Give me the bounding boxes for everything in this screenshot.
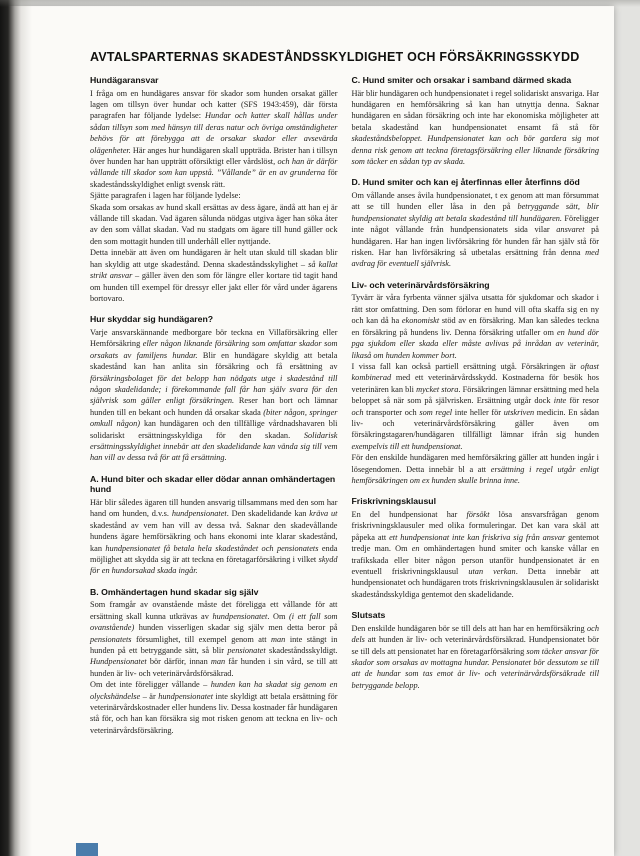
text-run: lösa ansvarsfrågan genom friskrivningsklausuler med olika formuleringar. Det kan vara skäl att påpeka att <box>351 509 599 542</box>
text-run: – gäller även den som för längre eller kortare tid tagit hand om hunden till exempel för dressyr eller jakt eller för vård under ägarens bortovaro. <box>90 271 338 303</box>
text-run: Om det inte föreligger vållande – <box>90 680 211 690</box>
text-run: bör därför, innan <box>146 657 211 667</box>
text-run: Föreligger inte något vållande från hundpensionatets sida vilar <box>351 213 599 235</box>
page-corner-marker <box>76 843 98 856</box>
section-heading: Hur skyddar sig hundägaren? <box>90 314 214 325</box>
text-run: Sjätte paragrafen i lagen har följande lydelse: <box>90 191 241 201</box>
paragraph <box>352 88 600 168</box>
text-run: som regel <box>419 407 453 417</box>
text-run: Varje ansvarskännande medborgare bör teckna en Villaförsäkring eller Hemförsäkring <box>90 327 338 349</box>
text-run: inte stängt in hunden på ett betryggande sätt, så blir <box>90 634 338 656</box>
text-run: transporter och <box>363 407 420 417</box>
text-run: exempelvis till ett hundpensionat. <box>351 441 463 451</box>
text-run: försökt <box>466 509 490 519</box>
text-run: man <box>210 657 226 667</box>
paragraph <box>90 190 338 201</box>
paragraph <box>352 292 600 360</box>
text-run: och <box>351 407 364 417</box>
text-run: Om vållande anses åvila hundpensionatet, t ex genom att man försummat att se till hunden eller låsa in den på <box>351 191 599 212</box>
text-run: För den enskilde hundägaren med hemförsäkring gäller att hunden ingår i lösegendomen. Detta innebär bl a att <box>351 453 599 474</box>
text-run: gentemot tredje man. Om <box>351 532 599 554</box>
document-section <box>352 610 600 691</box>
text-run: omhändertagen hund smiter och kanske vållar en trafikskada eller biter någon person utanför hundpensionatet är en eventuell friskrivningsklausul <box>351 544 599 576</box>
section-heading: Friskrivningsklausul <box>351 496 436 507</box>
text-run: eller någon liknande försäkring som omfattar skador som orsakats av familjens hundar. <box>90 339 338 360</box>
text-run: så kallat strikt ansvar <box>90 259 338 281</box>
text-run: I vissa fall kan också partiell ersättning utgå. Försäkringen är <box>351 361 581 371</box>
text-run: ekonomiskt <box>401 316 440 326</box>
text-run: inte <box>553 396 567 406</box>
text-run: . Försäkringen lämnar ersättning med hela beloppet så när som på självrisken. Ersättning utgår dock <box>351 384 599 406</box>
text-run: Detta innebär att även om hundägaren är helt utan skuld till skadan blir han skyldig att utge skadestånd. Denna skadeståndsskylighet – <box>90 248 338 269</box>
text-run: och han är därför vållande till skador som kan uppstå. ”Vållande” är en av grunderna <box>90 157 338 178</box>
paragraph <box>90 202 338 248</box>
paragraph <box>90 679 338 736</box>
text-run: får hunden i sin vård, se till att hunden är liv- och veterinärvårdsförsäkrad. <box>90 657 338 678</box>
paragraph <box>90 599 338 679</box>
text-run: Skada som orsakas av hund skall ersättas av dess ägare, ändå att han ej är vållande till skadan. Vad ägaren sålunda nödgas utgiva äger han söka åter av den som vållat skadan. Vad nu stadgats om ägare till hund gäller ock den som mottagit hunden till underhåll eller nyttjande. <box>90 202 338 246</box>
text-run: En del hundpensionat har <box>351 509 467 519</box>
text-run: ett hundpensionat inte kan friskriva sig från ansvar <box>389 532 566 542</box>
paragraph <box>90 247 338 304</box>
paragraph <box>90 327 338 464</box>
document-section <box>352 75 600 167</box>
text-run: som täcker ansvar för skador som orsakas av mottagna hundar. Pensionatet bör dessutom se till att de hundar som tas emot är liv- och veterinärvårdsförsäkrade till betryggande belopp. <box>351 646 599 690</box>
document-section <box>352 177 600 269</box>
text-run: att hunden är liv- och veterinärvårdsförsäkrad. Hundpensionatet bör se till dels att pensionatet har en företagarförsäkring <box>351 635 599 656</box>
section-heading: Hundägaransvar <box>90 75 159 85</box>
text-run: utan verkan <box>468 567 516 576</box>
text-run: Hundar och katter skall hållas under sådan tillsyn som med hänsyn till deras natur och övriga omständigheter behövs för att förebygga att de orsakar skador eller avsevärda olägenheter. <box>90 111 338 155</box>
text-run: skadeståndsbeloppet. Hundpensionatet kan och bör gardera sig mot denna risk genom att teckna företagsförsäkring eller liknande försäkring som täcker en sådan typ av skada. <box>351 134 599 167</box>
text-run: Tyvärr är våra fyrbenta vänner själva utsatta för sjukdomar och skador i rätt stor omfattning. Den som förlorar en hund vill ofta skaffa sig en ny och kan då ha <box>351 293 599 326</box>
section-heading: Liv- och veterinärvårdsförsäkring <box>351 279 490 290</box>
text-run: mycket stora <box>416 384 459 394</box>
text-run: Blir en hundägare skyldig att betala skadestånd kan han anlita sin försäkring och få ersättning av <box>90 350 338 372</box>
paragraph <box>352 623 600 691</box>
text-run: för resor <box>566 396 599 406</box>
paragraph <box>352 190 600 270</box>
document-section <box>90 75 338 304</box>
section-heading: A. Hund biter och skadar eller dödar annan omhändertagen hund <box>90 473 336 495</box>
text-run: man <box>271 634 286 644</box>
text-run: en hund dör pga sjukdom eller skada eller måste avlivas på inrådan av veterinär, likaså om hunden kommer bort. <box>351 327 599 360</box>
text-run: . Detta innebär att hundpensionatet och hundägaren trots friskrivningsklausulen är solidariskt skadeståndsskyldiga gentemot den skadelidande. <box>351 567 599 599</box>
text-run: Här blir hundägaren och hundpensionatet i regel solidariskt ansvariga. Har hundägaren en hemförsäkring så kan han utnyttja denna. Saknar hundägaren en sådan försäkring och inte har ekonomiska möjligheter att betala skadestånd kan hundpensionatet ensamt få stå för <box>351 88 599 132</box>
text-run: en <box>411 544 420 554</box>
text-run: Hundpensionatet <box>90 657 147 667</box>
text-run: försumlighet, till exempel genom att <box>131 634 272 644</box>
text-run: skadestånd av vem han vill av dessa två. Saknar den skadevållande hundens ägare hemförsäkring och hans ekonomi inte klarar skadestånd, kan <box>90 520 338 553</box>
text-run: I fråga om en hundägares ansvar för skador som hunden orsakat gäller lagen om tillsyn över hundar och katter (SFS 1943:459), där första paragrafen har följande lydelse: <box>90 88 338 121</box>
document-section <box>90 474 338 577</box>
section-heading: Slutsats <box>351 610 386 621</box>
section-heading: B. Omhändertagen hund skadar sig själv <box>90 586 259 597</box>
text-run: skadeståndsskyldigt. <box>265 646 338 656</box>
page <box>8 6 614 856</box>
paragraph <box>352 509 600 600</box>
text-run: . Om <box>267 611 289 621</box>
two-column-layout <box>8 64 614 736</box>
text-run: (biter någon, springer omkull någon) <box>90 407 338 429</box>
text-run: Här blir således ägaren till hunden ansvarig tillsammans med den som har hand om hunden, d.v.s. <box>90 497 338 519</box>
text-run: stöd av en försäkring. Man kan således teckna en försäkring på hundens liv. Denna försäkring utfaller om <box>351 316 600 337</box>
text-run: försäkringsbolaget för det belopp han nödgats utge i skadestånd till någon skadelidande; i förekommande fall får han själv svara för den självrisk som gäller enligt försäkringen. <box>90 373 338 406</box>
text-run: hundpensionatet <box>212 611 268 621</box>
text-run: hundpensionatet <box>158 691 214 701</box>
text-run: Den enskilde hundägaren bör se till dels att han har en hemförsäkring <box>351 623 588 633</box>
text-run: inte skyldigt att betala ersättning för veterinärvårdskostnader eller hundens liv. Dessa kostnader får hundägaren stå för, och han kan försäkra sig mot risken genom att teckna en liv- och veterinärvårdsförsäkring. <box>90 691 338 735</box>
text-run: kan hundägaren och den tillfällige vårdnadshavaren bli solidariskt ersättningsskyldiga för den skadan. <box>90 419 338 440</box>
text-run: ansvaret <box>556 225 585 235</box>
text-run: Som framgår av ovanstående måste det föreligga ett vållande för att ersättning skall kunna utkrävas av <box>90 600 338 621</box>
document-section <box>352 280 600 487</box>
paragraph <box>352 361 600 452</box>
text-run: inte heller för <box>452 407 504 417</box>
text-run: kräva ut <box>309 509 338 519</box>
section-heading: C. Hund smiter och orsakar i samband därmed skada <box>351 75 572 85</box>
text-run: hunden kan ha skadat sig genom en olyckshändelse <box>90 680 338 701</box>
text-run: Här anges hur hundägaren skall uppträda. Brister han i tillsyn över hunden har han uppträtt oförsiktigt eller vårdslöst, <box>90 145 338 167</box>
text-run: med ett veterinärvårdsskydd. Kostnaderna för besök hos veterinären kan bli <box>351 373 599 394</box>
text-run: . Den skadelidande kan <box>226 509 310 519</box>
text-run: pensionatets <box>90 634 132 644</box>
text-run: ersättning i regel utgår enligt hemförsäkringen om ex hunden skulle brinna inne. <box>351 464 599 485</box>
text-run: pensionatet <box>227 646 266 656</box>
page-title: AVTALSPARTERNAS SKADESTÅNDSSKYLDIGHET OCH FÖRSÄKRINGSSKYDD <box>90 50 580 64</box>
text-run: enda möjlighet att skydda sig är att teckna en företagarförsäkring i vilket <box>90 543 338 564</box>
left-column <box>90 75 338 736</box>
text-run: utskriven <box>503 407 535 417</box>
text-run: hundpensionatet få betala hela skadeståndet och pensionatets <box>105 543 319 553</box>
paragraph <box>90 88 338 191</box>
document-section <box>90 587 338 736</box>
document-section <box>352 496 600 600</box>
text-run: Reser han bort och lämnar hunden till en bekant och hunden då orsakar skada <box>90 396 338 417</box>
text-run: (i ett fall som ovanstående) <box>90 611 338 633</box>
text-run: oftast kombinerad <box>351 361 599 383</box>
text-run: medicin. En sådan liv- och veterinärvårdsförsäkring gäller även om försäkringstagaren/hundägaren tillfälligt lämnar ifrån sig hunden <box>351 407 600 440</box>
text-run: skydd för en hundorsakad skada ingår. <box>90 555 338 576</box>
document-section <box>90 314 338 463</box>
text-run: och dels <box>351 623 599 645</box>
paragraph <box>90 497 338 577</box>
text-run: hundpensionatet <box>171 509 227 519</box>
text-run: hunden visserligen skadar sig själv men detta beror på <box>134 623 338 633</box>
text-run: med avdrag för eventuell självrisk. <box>351 248 599 269</box>
text-run: betryggande sätt, blir hundpensionatet skyldig att betala skadestånd till hundägaren. <box>351 202 599 223</box>
text-run: – är <box>140 691 159 701</box>
text-run: på hundägaren. Har han ingen livförsäkring för hunden får han själv stå för risken. Har han livförsäkring så utbetalas ersättning från denna <box>351 225 599 258</box>
right-column <box>352 75 600 736</box>
section-heading: D. Hund smiter och kan ej återfinnas eller återfinns död <box>351 177 580 188</box>
text-run: för skadeståndsskyldighet enligt svensk rätt. <box>90 168 338 189</box>
paragraph <box>352 452 600 486</box>
text-run: Solidarisk ersättningsskyldighet innebär att den skadelidande kan vända sig till vem han vill av dessa två för att få ersättning. <box>90 430 338 463</box>
